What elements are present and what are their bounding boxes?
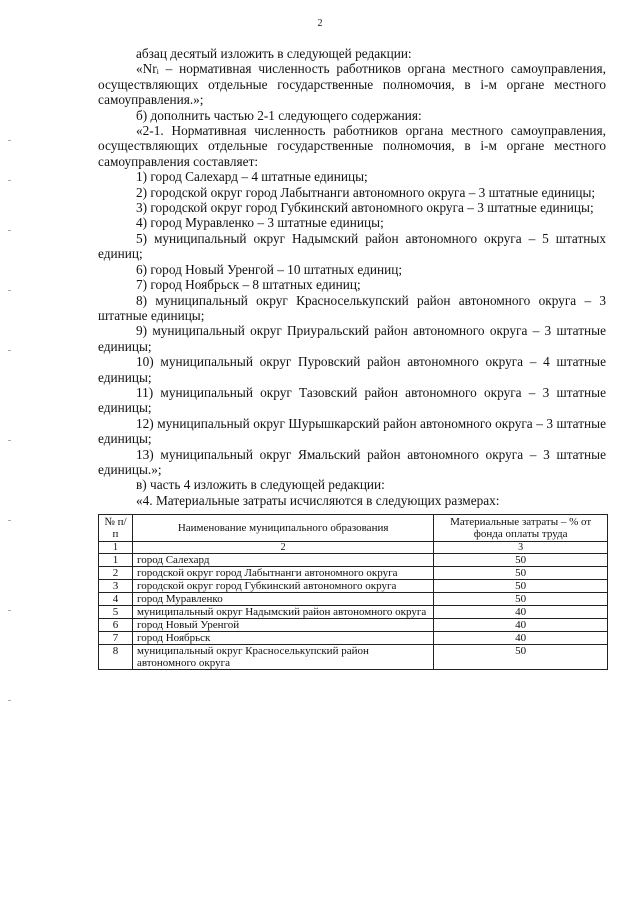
paragraph: 11) муниципальный округ Тазовский район автономного округа – 3 штатные единицы; <box>98 384 606 416</box>
paragraph: б) дополнить частью 2-1 следующего содержания: <box>136 107 422 123</box>
page-number: 2 <box>317 18 323 29</box>
table-row <box>99 606 608 619</box>
paragraph: 1) город Салехард – 4 штатные единицы; <box>136 169 368 185</box>
table-row <box>99 632 608 645</box>
row-name: городской округ город Губкинский автономного округа <box>132 580 433 593</box>
paragraph: 2) городской округ город Лабытнанги автономного округа – 3 штатные единицы; <box>136 184 596 200</box>
table-row <box>99 593 608 606</box>
row-value: 40 <box>434 606 608 619</box>
column-number: 2 <box>132 542 433 554</box>
row-number: 1 <box>99 554 133 567</box>
row-value: 50 <box>434 593 608 606</box>
row-name: муниципальный округ Надымский район автономного округа <box>132 606 433 619</box>
row-number: 7 <box>99 632 133 645</box>
header-name: Наименование муниципального образования <box>132 515 433 542</box>
row-name: муниципальный округ Красноселькупский район автономного округа <box>132 645 433 670</box>
row-name: городской округ город Лабытнанги автономного округа <box>132 567 433 580</box>
paragraph: 5) муниципальный округ Надымский район автономного округа – 5 штатных единиц; <box>98 230 606 262</box>
row-number: 4 <box>99 593 133 606</box>
row-number: 3 <box>99 580 133 593</box>
paragraph: 6) город Новый Уренгой – 10 штатных единиц; <box>136 261 403 277</box>
paragraph: в) часть 4 изложить в следующей редакции: <box>136 477 385 493</box>
row-value: 40 <box>434 632 608 645</box>
table-header-row <box>99 515 608 542</box>
paragraph: 13) муниципальный округ Ямальский район автономного округа – 3 штатные единицы.»; <box>98 446 606 477</box>
table-row <box>99 554 608 567</box>
column-number-row <box>99 542 608 554</box>
column-number: 3 <box>434 542 608 554</box>
paragraph: 3) городской округ город Губкинский автономного округа – 3 штатные единицы; <box>136 200 594 216</box>
row-number: 6 <box>99 619 133 632</box>
paragraph: 9) муниципальный округ Приуральский район автономного округа – 3 штатные единицы; <box>98 323 606 354</box>
header-number: № п/п <box>99 515 133 542</box>
table-row <box>99 567 608 580</box>
row-name: город Муравленко <box>132 593 433 606</box>
row-name: город Салехард <box>132 554 433 567</box>
paragraph: «4. Материальные затраты исчисляются в следующих размерах: <box>136 492 500 508</box>
paragraph: «2-1. Нормативная численность работников органа местного самоуправления, осуществляющих отдельные государственные полномочия, в i-м органе местного самоуправления составляет: <box>98 123 606 169</box>
row-number: 8 <box>99 645 133 670</box>
row-number: 5 <box>99 606 133 619</box>
table-row <box>99 645 608 670</box>
row-name: город Ноябрьск <box>132 632 433 645</box>
row-value: 50 <box>434 554 608 567</box>
paragraph: абзац десятый изложить в следующей редакции: <box>136 46 412 61</box>
row-name: город Новый Уренгой <box>132 619 433 632</box>
paragraph: 4) город Муравленко – 3 штатные единицы; <box>136 215 384 231</box>
row-value: 50 <box>434 567 608 580</box>
material-costs-table <box>98 514 608 670</box>
column-number: 1 <box>99 542 133 554</box>
paragraph: 8) муниципальный округ Красноселькупский район автономного округа – 3 штатные единицы; <box>98 292 606 323</box>
paragraph: «Nrᵢ – нормативная численность работников органа местного самоуправления, осуществляющих отдельные государственные полномочия, в i-м органе местного самоуправления.»; <box>98 61 606 108</box>
row-value: 40 <box>434 619 608 632</box>
table-row <box>99 619 608 632</box>
document-body <box>98 46 606 508</box>
header-costs: Материальные затраты – % от фонда оплаты труда <box>434 515 608 542</box>
row-value: 50 <box>434 645 608 670</box>
row-value: 50 <box>434 580 608 593</box>
paragraph: 12) муниципальный округ Шурышкарский район автономного округа – 3 штатные единицы; <box>98 415 606 447</box>
paragraph: 7) город Ноябрьск – 8 штатных единиц; <box>136 277 361 293</box>
row-number: 2 <box>99 567 133 580</box>
table-row <box>99 580 608 593</box>
paragraph: 10) муниципальный округ Пуровский район автономного округа – 4 штатные единицы; <box>98 354 606 385</box>
margin-marks <box>8 140 12 780</box>
